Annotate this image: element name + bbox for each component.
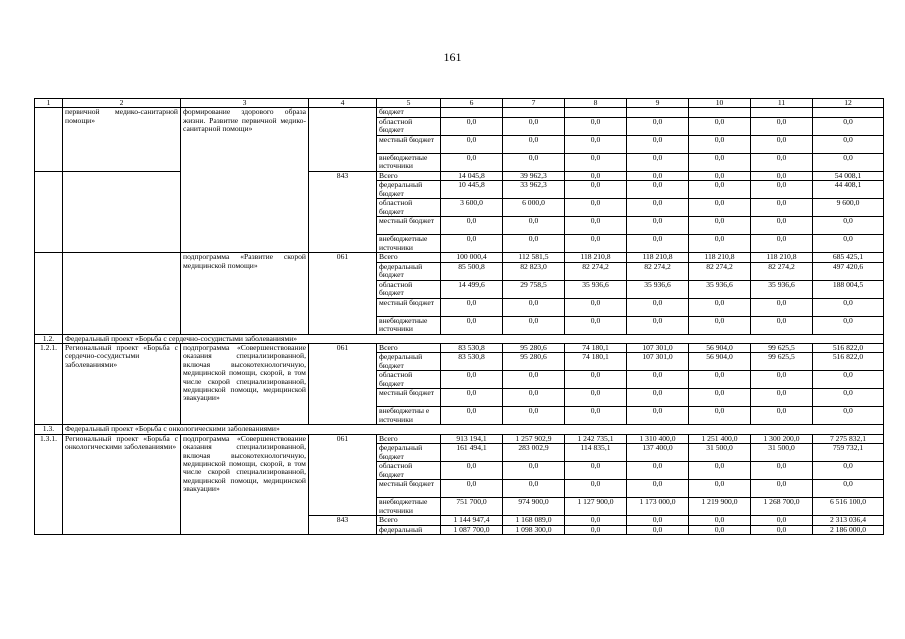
section-number: 1.2. bbox=[35, 334, 63, 343]
value-cell: 9 600,0 bbox=[813, 199, 884, 217]
value-cell: 82 274,2 bbox=[565, 262, 627, 280]
project-name bbox=[63, 253, 181, 334]
value-cell: 0,0 bbox=[503, 462, 565, 480]
value-cell: 0,0 bbox=[751, 135, 813, 153]
source-label: областной бюджет bbox=[377, 199, 441, 217]
page-number: 161 bbox=[443, 50, 462, 64]
value-cell: 0,0 bbox=[627, 462, 689, 480]
value-cell: 0,0 bbox=[627, 181, 689, 199]
value-cell: 0,0 bbox=[441, 298, 503, 316]
value-cell: 118 210,8 bbox=[627, 253, 689, 262]
value-cell: 44 408,1 bbox=[813, 181, 884, 199]
value-cell: 31 500,0 bbox=[751, 444, 813, 462]
value-cell: 0,0 bbox=[813, 389, 884, 407]
value-cell: 0,0 bbox=[751, 525, 813, 534]
source-label: областной бюджет bbox=[377, 117, 441, 135]
value-cell: 0,0 bbox=[813, 235, 884, 253]
value-cell: 0,0 bbox=[627, 389, 689, 407]
value-cell: 14 045,8 bbox=[441, 171, 503, 180]
table-row bbox=[35, 171, 884, 180]
value-cell: 0,0 bbox=[627, 135, 689, 153]
source-label: Всего bbox=[377, 434, 441, 443]
subprogram-name: подпрограмма «Совершенствование оказания специализированной, включая высокотехнологичную, медицинской помощи, скорой, в том числе скорой специализированной, медицинской помощи, медицинской эвакуации» bbox=[181, 434, 309, 534]
value-cell: 0,0 bbox=[751, 516, 813, 525]
value-cell: 1 087 700,0 bbox=[441, 525, 503, 534]
value-cell: 0,0 bbox=[627, 407, 689, 425]
subprogram-name: подпрограмма «Совершенствование оказания специализированной, включая высокотехнологичную, медицинской помощи, скорой, в том числе скорой специализированной, медицинской помощи, медицинской эвакуации» bbox=[181, 344, 309, 425]
source-label: федеральный bbox=[377, 525, 441, 534]
value-cell: 0,0 bbox=[441, 389, 503, 407]
value-cell: 0,0 bbox=[503, 407, 565, 425]
section-title: Федеральный проект «Борьба с сердечно-сосудистыми заболеваниями» bbox=[63, 334, 884, 343]
source-label: Всего bbox=[377, 253, 441, 262]
value-cell: 0,0 bbox=[503, 480, 565, 498]
value-cell: 0,0 bbox=[503, 153, 565, 171]
value-cell: 0,0 bbox=[751, 407, 813, 425]
value-cell: 54 008,1 bbox=[813, 171, 884, 180]
value-cell: 0,0 bbox=[689, 298, 751, 316]
value-cell: 100 000,4 bbox=[441, 253, 503, 262]
project-name: Региональный проект «Борьба с сердечно-сосудистыми заболеваниями» bbox=[63, 344, 181, 425]
value-cell: 1 173 000,0 bbox=[627, 498, 689, 516]
row-number: 1.3.1. bbox=[35, 434, 63, 534]
value-cell: 0,0 bbox=[441, 480, 503, 498]
value-cell: 1 098 300,0 bbox=[503, 525, 565, 534]
row-number bbox=[35, 253, 63, 334]
value-cell: 0,0 bbox=[689, 389, 751, 407]
value-cell: 2 313 036,4 bbox=[813, 516, 884, 525]
value-cell: 0,0 bbox=[813, 407, 884, 425]
value-cell: 0,0 bbox=[627, 171, 689, 180]
value-cell: 0,0 bbox=[813, 217, 884, 235]
value-cell: 0,0 bbox=[689, 199, 751, 217]
value-cell: 82 823,0 bbox=[503, 262, 565, 280]
value-cell: 82 274,2 bbox=[689, 262, 751, 280]
value-cell: 0,0 bbox=[441, 407, 503, 425]
value-cell: 0,0 bbox=[751, 199, 813, 217]
value-cell: 0,0 bbox=[689, 135, 751, 153]
value-cell: 0,0 bbox=[503, 235, 565, 253]
value-cell: 0,0 bbox=[751, 462, 813, 480]
value-cell: 114 835,1 bbox=[565, 444, 627, 462]
value-cell: 1 242 735,1 bbox=[565, 434, 627, 443]
value-cell: 0,0 bbox=[627, 298, 689, 316]
value-cell: 0,0 bbox=[441, 462, 503, 480]
section-number: 1.3. bbox=[35, 425, 63, 434]
value-cell: 0,0 bbox=[441, 135, 503, 153]
value-cell: 0,0 bbox=[565, 525, 627, 534]
value-cell: 74 180,1 bbox=[565, 344, 627, 353]
value-cell: 188 004,5 bbox=[813, 280, 884, 298]
source-label: областной бюджет bbox=[377, 462, 441, 480]
value-cell: 112 581,5 bbox=[503, 253, 565, 262]
value-cell: 0,0 bbox=[565, 235, 627, 253]
value-cell: 0,0 bbox=[627, 316, 689, 334]
column-header: 6 bbox=[441, 99, 503, 108]
value-cell: 0,0 bbox=[627, 525, 689, 534]
value-cell: 0,0 bbox=[627, 117, 689, 135]
value-cell: 83 530,8 bbox=[441, 353, 503, 371]
source-label: федеральный бюджет bbox=[377, 262, 441, 280]
table-row bbox=[35, 344, 884, 353]
value-cell: 0,0 bbox=[565, 389, 627, 407]
value-cell: 0,0 bbox=[565, 516, 627, 525]
value-cell bbox=[813, 108, 884, 117]
value-cell: 0,0 bbox=[627, 235, 689, 253]
value-cell: 10 445,8 bbox=[441, 181, 503, 199]
column-header: 1 bbox=[35, 99, 63, 108]
value-cell: 0,0 bbox=[689, 217, 751, 235]
source-label: местный бюджет bbox=[377, 217, 441, 235]
table-row bbox=[35, 108, 884, 117]
value-cell: 0,0 bbox=[503, 371, 565, 389]
value-cell: 0,0 bbox=[565, 153, 627, 171]
source-label: местный бюджет bbox=[377, 135, 441, 153]
value-cell: 99 625,5 bbox=[751, 353, 813, 371]
value-cell: 0,0 bbox=[627, 480, 689, 498]
value-cell bbox=[565, 108, 627, 117]
value-cell: 0,0 bbox=[627, 217, 689, 235]
value-cell: 0,0 bbox=[751, 316, 813, 334]
value-cell: 0,0 bbox=[627, 371, 689, 389]
value-cell: 0,0 bbox=[689, 407, 751, 425]
value-cell: 759 732,1 bbox=[813, 444, 884, 462]
project-name bbox=[63, 171, 181, 252]
source-label: Всего bbox=[377, 344, 441, 353]
value-cell: 7 275 832,1 bbox=[813, 434, 884, 443]
value-cell: 0,0 bbox=[565, 462, 627, 480]
value-cell: 0,0 bbox=[813, 117, 884, 135]
project-name: первичной медико-санитарной помощи» bbox=[63, 108, 181, 171]
value-cell: 1 127 900,0 bbox=[565, 498, 627, 516]
subprogram-name: формирование здорового образа жизни. Развитие первичной медико-санитарной помощи» bbox=[181, 108, 309, 253]
source-label: областной бюджет bbox=[377, 371, 441, 389]
value-cell: 0,0 bbox=[689, 153, 751, 171]
value-cell: 0,0 bbox=[441, 117, 503, 135]
column-header: 2 bbox=[63, 99, 181, 108]
value-cell: 35 936,6 bbox=[565, 280, 627, 298]
value-cell: 1 144 947,4 bbox=[441, 516, 503, 525]
value-cell: 0,0 bbox=[565, 371, 627, 389]
table-row bbox=[35, 434, 884, 443]
source-label: внебюджетные источники bbox=[377, 235, 441, 253]
value-cell: 1 219 900,0 bbox=[689, 498, 751, 516]
value-cell: 1 310 400,0 bbox=[627, 434, 689, 443]
value-cell: 33 962,3 bbox=[503, 181, 565, 199]
value-cell: 0,0 bbox=[813, 153, 884, 171]
value-cell: 74 180,1 bbox=[565, 353, 627, 371]
column-header: 8 bbox=[565, 99, 627, 108]
value-cell: 0,0 bbox=[565, 181, 627, 199]
value-cell: 161 494,1 bbox=[441, 444, 503, 462]
value-cell: 0,0 bbox=[751, 480, 813, 498]
source-label: внебюджетные источники bbox=[377, 498, 441, 516]
value-cell: 0,0 bbox=[689, 117, 751, 135]
value-cell bbox=[503, 108, 565, 117]
value-cell: 516 822,0 bbox=[813, 353, 884, 371]
value-cell: 0,0 bbox=[689, 462, 751, 480]
value-cell: 0,0 bbox=[503, 217, 565, 235]
source-label: областной бюджет bbox=[377, 280, 441, 298]
value-cell: 6 516 100,0 bbox=[813, 498, 884, 516]
value-cell: 0,0 bbox=[689, 371, 751, 389]
value-cell: 14 499,6 bbox=[441, 280, 503, 298]
row-number bbox=[35, 171, 63, 252]
column-header: 10 bbox=[689, 99, 751, 108]
source-label: бюджет bbox=[377, 108, 441, 117]
value-cell: 913 194,1 bbox=[441, 434, 503, 443]
value-cell: 0,0 bbox=[751, 371, 813, 389]
value-cell: 99 625,5 bbox=[751, 344, 813, 353]
value-cell: 0,0 bbox=[441, 217, 503, 235]
value-cell: 0,0 bbox=[689, 516, 751, 525]
row-number: 1.2.1. bbox=[35, 344, 63, 425]
value-cell: 56 904,0 bbox=[689, 353, 751, 371]
column-header: 7 bbox=[503, 99, 565, 108]
value-cell: 39 962,3 bbox=[503, 171, 565, 180]
column-header: 9 bbox=[627, 99, 689, 108]
value-cell: 0,0 bbox=[813, 462, 884, 480]
value-cell: 0,0 bbox=[813, 480, 884, 498]
value-cell: 283 002,9 bbox=[503, 444, 565, 462]
value-cell bbox=[441, 108, 503, 117]
value-cell: 0,0 bbox=[689, 235, 751, 253]
code-cell: 061 bbox=[309, 344, 377, 425]
source-label: местный бюджет bbox=[377, 480, 441, 498]
value-cell: 751 700,0 bbox=[441, 498, 503, 516]
section-title: Федеральный проект «Борьба с онкологическими заболеваниями» bbox=[63, 425, 884, 434]
value-cell: 56 904,0 bbox=[689, 344, 751, 353]
table-row bbox=[35, 253, 884, 262]
value-cell: 95 280,6 bbox=[503, 344, 565, 353]
value-cell: 0,0 bbox=[689, 181, 751, 199]
value-cell: 0,0 bbox=[565, 117, 627, 135]
value-cell: 6 000,0 bbox=[503, 199, 565, 217]
value-cell: 0,0 bbox=[441, 235, 503, 253]
source-label: федеральный бюджет bbox=[377, 444, 441, 462]
column-header: 11 bbox=[751, 99, 813, 108]
value-cell: 0,0 bbox=[565, 480, 627, 498]
budget-table bbox=[34, 98, 884, 535]
value-cell: 0,0 bbox=[813, 316, 884, 334]
value-cell: 31 500,0 bbox=[689, 444, 751, 462]
value-cell: 2 186 000,0 bbox=[813, 525, 884, 534]
table-row bbox=[35, 99, 884, 108]
value-cell: 0,0 bbox=[565, 217, 627, 235]
source-label: Всего bbox=[377, 516, 441, 525]
value-cell: 974 900,0 bbox=[503, 498, 565, 516]
code-cell bbox=[309, 108, 377, 171]
column-header: 3 bbox=[181, 99, 309, 108]
source-label: федеральный бюджет bbox=[377, 353, 441, 371]
column-header: 4 bbox=[309, 99, 377, 108]
code-cell: 061 bbox=[309, 253, 377, 334]
code-cell: 843 bbox=[309, 516, 377, 535]
value-cell: 516 822,0 bbox=[813, 344, 884, 353]
value-cell: 0,0 bbox=[565, 171, 627, 180]
value-cell: 0,0 bbox=[751, 235, 813, 253]
value-cell: 0,0 bbox=[503, 389, 565, 407]
value-cell: 95 280,6 bbox=[503, 353, 565, 371]
column-header: 5 bbox=[377, 99, 441, 108]
value-cell: 0,0 bbox=[565, 298, 627, 316]
code-cell: 843 bbox=[309, 171, 377, 252]
value-cell: 118 210,8 bbox=[565, 253, 627, 262]
value-cell: 0,0 bbox=[565, 316, 627, 334]
source-label: Всего bbox=[377, 171, 441, 180]
value-cell: 685 425,1 bbox=[813, 253, 884, 262]
value-cell: 0,0 bbox=[441, 153, 503, 171]
value-cell: 118 210,8 bbox=[689, 253, 751, 262]
value-cell: 0,0 bbox=[441, 316, 503, 334]
value-cell: 35 936,6 bbox=[751, 280, 813, 298]
value-cell: 83 530,8 bbox=[441, 344, 503, 353]
value-cell: 35 936,6 bbox=[627, 280, 689, 298]
value-cell: 0,0 bbox=[441, 371, 503, 389]
value-cell: 0,0 bbox=[503, 135, 565, 153]
value-cell: 0,0 bbox=[751, 153, 813, 171]
value-cell: 1 268 700,0 bbox=[751, 498, 813, 516]
source-label: местный бюджет bbox=[377, 298, 441, 316]
source-label: местный бюджет bbox=[377, 389, 441, 407]
value-cell: 35 936,6 bbox=[689, 280, 751, 298]
value-cell: 3 600,0 bbox=[441, 199, 503, 217]
value-cell: 137 400,0 bbox=[627, 444, 689, 462]
value-cell: 0,0 bbox=[503, 298, 565, 316]
value-cell: 0,0 bbox=[503, 316, 565, 334]
value-cell: 82 274,2 bbox=[627, 262, 689, 280]
project-name: Региональный проект «Борьба с онкологическими заболеваниями» bbox=[63, 434, 181, 534]
code-cell: 061 bbox=[309, 434, 377, 515]
subprogram-name: подпрограмма «Развитие скорой медицинской помощи» bbox=[181, 253, 309, 334]
value-cell: 0,0 bbox=[689, 525, 751, 534]
value-cell: 29 758,5 bbox=[503, 280, 565, 298]
value-cell: 107 301,0 bbox=[627, 353, 689, 371]
value-cell: 0,0 bbox=[503, 117, 565, 135]
value-cell: 497 420,6 bbox=[813, 262, 884, 280]
value-cell: 0,0 bbox=[565, 135, 627, 153]
value-cell: 0,0 bbox=[565, 407, 627, 425]
value-cell: 85 500,8 bbox=[441, 262, 503, 280]
source-label: внебюджетные источники bbox=[377, 153, 441, 171]
value-cell: 0,0 bbox=[689, 171, 751, 180]
value-cell: 0,0 bbox=[751, 117, 813, 135]
value-cell: 1 257 902,9 bbox=[503, 434, 565, 443]
value-cell: 107 301,0 bbox=[627, 344, 689, 353]
value-cell: 1 300 200,0 bbox=[751, 434, 813, 443]
value-cell: 0,0 bbox=[627, 516, 689, 525]
value-cell: 1 168 089,0 bbox=[503, 516, 565, 525]
value-cell: 0,0 bbox=[813, 135, 884, 153]
value-cell: 0,0 bbox=[689, 480, 751, 498]
value-cell: 0,0 bbox=[627, 153, 689, 171]
column-header: 12 bbox=[813, 99, 884, 108]
value-cell: 0,0 bbox=[689, 316, 751, 334]
value-cell: 0,0 bbox=[813, 371, 884, 389]
value-cell bbox=[751, 108, 813, 117]
table-row bbox=[35, 425, 884, 434]
table-row bbox=[35, 334, 884, 343]
value-cell bbox=[627, 108, 689, 117]
value-cell: 0,0 bbox=[751, 389, 813, 407]
value-cell: 118 210,8 bbox=[751, 253, 813, 262]
source-label: федеральный бюджет bbox=[377, 181, 441, 199]
value-cell bbox=[689, 108, 751, 117]
source-label: внебюджетны е источники bbox=[377, 407, 441, 425]
value-cell: 0,0 bbox=[751, 171, 813, 180]
value-cell: 0,0 bbox=[565, 199, 627, 217]
value-cell: 0,0 bbox=[627, 199, 689, 217]
value-cell: 0,0 bbox=[751, 217, 813, 235]
value-cell: 0,0 bbox=[751, 298, 813, 316]
value-cell: 82 274,2 bbox=[751, 262, 813, 280]
value-cell: 0,0 bbox=[813, 298, 884, 316]
source-label: внебюджетные источники bbox=[377, 316, 441, 334]
row-number bbox=[35, 108, 63, 171]
value-cell: 0,0 bbox=[751, 181, 813, 199]
value-cell: 1 251 400,0 bbox=[689, 434, 751, 443]
